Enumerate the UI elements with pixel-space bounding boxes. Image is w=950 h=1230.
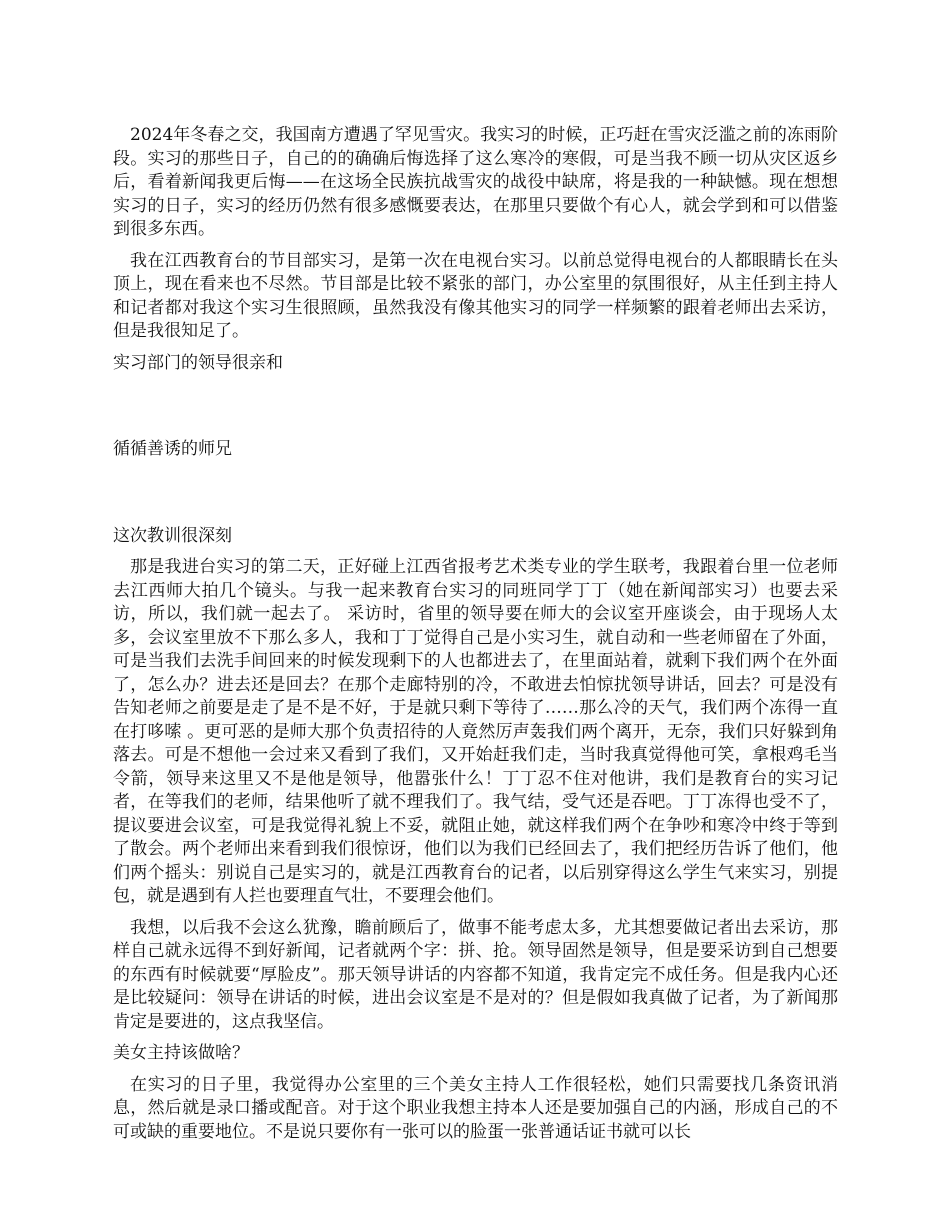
section-heading-lesson: 这次教训很深刻 xyxy=(113,525,232,546)
document-body xyxy=(113,124,838,1152)
paragraph-hosts: 在实习的日子里，我觉得办公室里的三个美女主持人工作很轻松，她们只需要找几条资讯消息，然后就是录口播或配音。对于这个职业我想主持本人还是要加强自己的内涵，形成自己的不可或缺的重要地位。不是说只要你有一张可以的脸蛋一张普通话证书就可以长 xyxy=(113,1074,838,1142)
section-heading-hosts: 美女主持该做啥？ xyxy=(113,1043,249,1063)
paragraph-lesson-story: 那是我进台实习的第二天，正好碰上江西省报考艺术类专业的学生联考，我跟着台里一位老师去江西师大拍几个镜头。与我一起来教育台实习的同班同学丁丁（她在新闻部实习）也要去采访，所以，我们就一起去了。 采访时，省里的领导要在师大的会议室开座谈会，由于现场人太多，会议室里放不下那么多人，我和丁丁觉得自己是小实习生，就自动和一些老师留在了外面，可是当我们去洗手间回来的时候发现剩下的人也都进去了，在里面站着，就剩下我们两个在外面了，怎么办？进去还是回去？在那个走廊特别的冷，不敢进去怕惊扰领导讲话，回去？可是没有告知老师之前要是走了是不是不好，于是就只剩下等待了……那么冷的天气，我们两个冻得一直在打哆嗦 。更可恶的是师大那个负责招待的人竟然厉声轰我们两个离开，无奈，我们只好躲到角落去。可是不想他一会过来又看到了我们，又开始赶我们走，当时我真觉得他可笑，拿根鸡毛当令箭，领导来这里又不是他是领导，他嚣张什么！丁丁忍不住对他讲，我们是教育台的实习记者，在等我们的老师，结果他听了就不理我们了。我气结，受气还是吞吧。丁丁冻得也受不了，提议要进会议室，可是我觉得礼貌上不妥，就阻止她，就这样我们两个在争吵和寒冷中终于等到了散会。两个老师出来看到我们很惊讶，他们以为我们已经回去了，我们把经历告诉了他们，他们两个摇头：别说自己是实习的，就是江西教育台的记者，以后别穿得这么学生气来实习，别提包，就是遇到有人拦也要理直气壮，不要理会他们。 xyxy=(113,557,838,906)
section-heading-senior: 循循善诱的师兄 xyxy=(113,439,232,459)
paragraph-internship-department: 我在江西教育台的节目部实习，是第一次在电视台实习。以前总觉得电视台的人都眼睛长在头顶上，现在看来也不尽然。节目部是比较不紧张的部门，办公室里的氛围很好，从主任到主持人和记者都对我这个实习生很照顾，虽然我没有像其他实习的同学一样频繁的跟着老师出去采访，但是我很知足了。 xyxy=(113,250,838,341)
paragraph-reflection: 我想，以后我不会这么犹豫，瞻前顾后了，做事不能考虑太多，尤其想要做记者出去采访，那样自己就永远得不到好新闻，记者就两个字：拼、抢。领导固然是领导，但是要采访到自己想要的东西有时候就要“厚脸皮”。那天领导讲话的内容都不知道，我肯定完不成任务。但是我内心还是比较疑问：领导在讲话的时候，进出会议室是不是对的？但是假如我真做了记者，为了新闻那肯定是要进的，这点我坚信。 xyxy=(113,917,838,1032)
paragraph-intro: 2024年冬春之交，我国南方遭遇了罕见雪灾。我实习的时候，正巧赶在雪灾泛滥之前的冻雨阶段。实习的那些日子，自己的的确确后悔选择了这么寒冷的寒假，可是当我不顾一切从灾区返乡后，看着新闻我更后悔——在这场全民族抗战雪灾的战役中缺席，将是我的一种缺憾。现在想想实习的日子，实习的经历仍然有很多感慨要表达，在那里只要做个有心人，就会学到和可以借鉴到很多东西。 xyxy=(113,125,838,239)
section-heading-leaders: 实习部门的领导很亲和 xyxy=(113,352,283,373)
